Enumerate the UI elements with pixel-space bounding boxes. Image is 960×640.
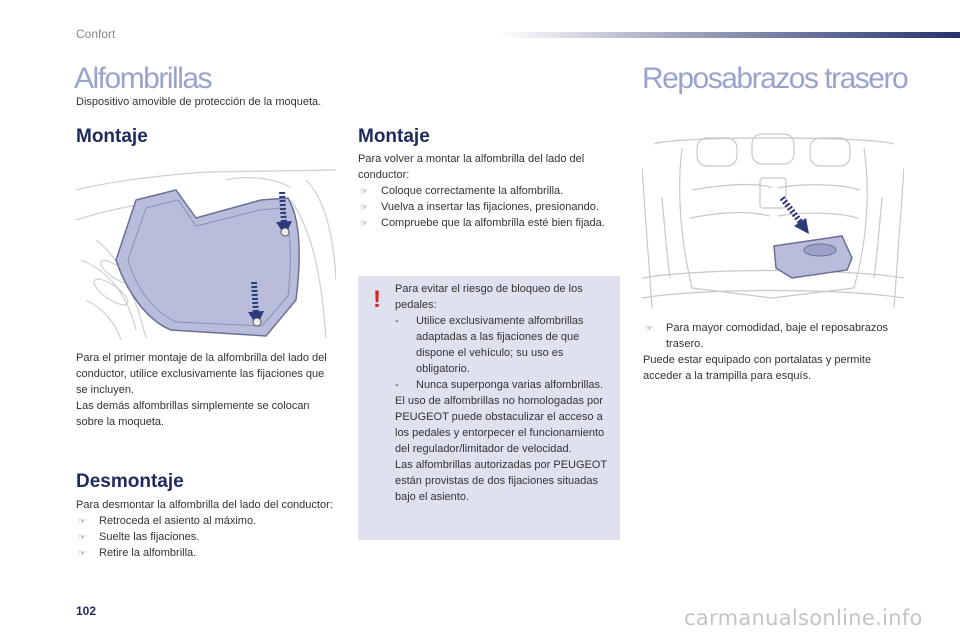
subtitle: Dispositivo amovible de protección de la moqueta. [76,96,322,108]
list-item: ☞ Suelte las fijaciones. [78,531,200,543]
pointing-hand-icon: ☞ [645,323,654,333]
watermark: carmanualsonline.info [684,606,923,630]
desmontaje-steps [76,513,334,561]
pointing-hand-icon: ☞ [78,516,87,526]
reposabrazos-steps [643,320,905,352]
desmontaje-text [76,497,334,561]
warning-items [395,313,611,393]
floor-mat-svg [76,160,336,340]
montaje-intro: Para volver a montar la alfombrilla del lado del conductor: [358,153,585,181]
page-title-right: Reposabrazos trasero [642,62,908,95]
list-item: ☞ Compruebe que la alfombrilla esté bien fijada. [360,217,605,229]
warning-box [358,276,620,540]
reposabrazos-text [643,320,905,384]
list-item: ☞ Coloque correctamente la alfombrilla. [360,185,564,197]
montaje-heading-left: Montaje [76,126,148,147]
rear-armrest-illustration [642,128,904,312]
warning-text [395,281,611,505]
warning-icon: ! [373,286,381,313]
list-item: ☞ Para mayor comodidad, baje el reposabrazos trasero. [645,322,888,350]
section-label: Confort [76,27,116,41]
list-item: - Utilice exclusivamente alfombrillas adaptadas a las fijaciones de que dispone el vehículo; su uso es obligatorio. [395,315,584,375]
montaje-paragraph-1: Para el primer montaje de la alfombrilla del lado del conductor, utilice exclusivamente las fijaciones que se incluyen. [76,352,327,396]
list-item: ☞ Retroceda el asiento al máximo. [78,515,257,527]
desmontaje-heading: Desmontaje [76,471,184,492]
floor-mat-illustration [76,160,336,340]
warning-intro: Para evitar el riesgo de bloqueo de los pedales: [395,283,583,311]
montaje-text-middle [358,151,616,231]
desmontaje-intro: Para desmontar la alfombrilla del lado del conductor: [76,499,333,511]
list-item: ☞ Vuelva a insertar las fijaciones, presionando. [360,201,599,213]
pointing-hand-icon: ☞ [78,532,87,542]
pointing-hand-icon: ☞ [78,548,87,558]
pointing-hand-icon: ☞ [360,202,369,212]
montaje-paragraph-2: Las demás alfombrillas simplemente se colocan sobre la moqueta. [76,400,310,428]
list-item: ☞ Retire la alfombrilla. [78,547,197,559]
montaje-heading-middle: Montaje [358,126,430,147]
rear-seat-svg [642,128,904,312]
montaje-text-left [76,350,334,430]
page-title-left: Alfombrillas [74,62,212,95]
pointing-hand-icon: ☞ [360,218,369,228]
reposabrazos-paragraph: Puede estar equipado con portalatas y permite acceder a la trampilla para esquís. [643,354,872,382]
pointing-hand-icon: ☞ [360,186,369,196]
warning-paragraph-2: Las alfombrillas autorizadas por PEUGEOT están provistas de dos fijaciones situadas bajo el asiento. [395,459,607,503]
warning-paragraph-1: El uso de alfombrillas no homologadas por PEUGEOT puede obstaculizar el acceso a los pedales y entorpecer el funcionamiento del regulador/limitador de velocidad. [395,395,605,455]
page-number: 102 [76,604,97,618]
list-item: - Nunca superponga varias alfombrillas. [395,379,604,391]
montaje-steps [358,183,616,231]
header-bar [500,32,960,38]
